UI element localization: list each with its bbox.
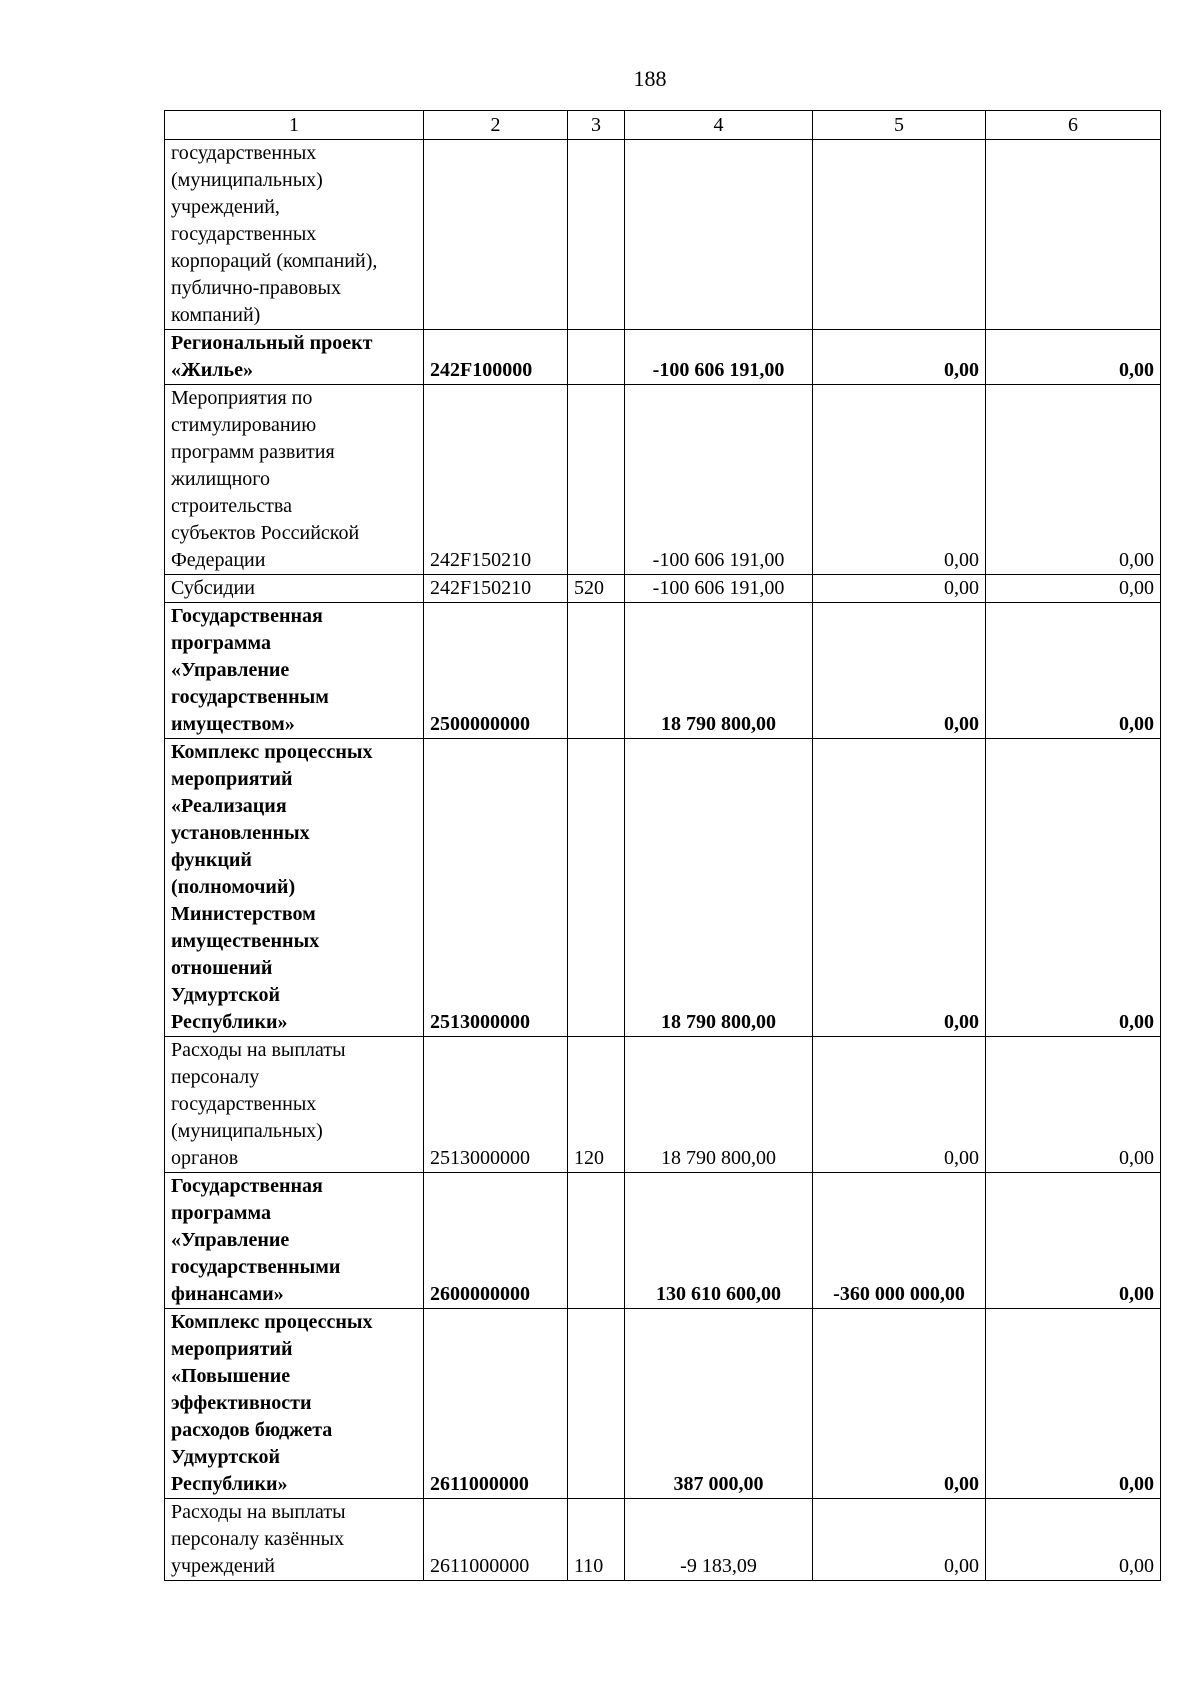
row-expense-type [568,1309,625,1499]
row-amount-6: 0,00 [986,330,1161,385]
row-amount-5 [813,140,986,330]
column-header-1: 1 [165,111,424,140]
row-amount-5: 0,00 [813,603,986,739]
row-code: 2611000000 [424,1309,568,1499]
row-amount-6: 0,00 [986,575,1161,603]
row-expense-type: 110 [568,1499,625,1581]
row-name: Субсидии [165,575,424,603]
table-row [165,1309,1161,1499]
row-amount-4: 387 000,00 [625,1309,813,1499]
row-name: государственных (муниципальных) учреждений, государственных корпораций (компаний), публично-правовых компаний) [165,140,424,330]
row-amount-6: 0,00 [986,1037,1161,1173]
row-code: 242F150210 [424,385,568,575]
row-amount-5: 0,00 [813,1499,986,1581]
row-name: Расходы на выплаты персоналу государственных (муниципальных) органов [165,1037,424,1173]
row-amount-6: 0,00 [986,739,1161,1037]
row-name: Комплекс процессных мероприятий «Повышение эффективности расходов бюджета Удмуртской Республики» [165,1309,424,1499]
row-expense-type: 120 [568,1037,625,1173]
row-amount-4: -9 183,09 [625,1499,813,1581]
page-number: 188 [633,66,667,91]
row-amount-4: 18 790 800,00 [625,603,813,739]
row-code: 242F150210 [424,575,568,603]
row-amount-6: 0,00 [986,385,1161,575]
row-code: 2611000000 [424,1499,568,1581]
row-amount-6: 0,00 [986,1309,1161,1499]
row-expense-type [568,140,625,330]
table-row [165,140,1161,330]
row-amount-6: 0,00 [986,1499,1161,1581]
row-expense-type [568,385,625,575]
row-code: 242F100000 [424,330,568,385]
row-amount-4: -100 606 191,00 [625,385,813,575]
column-header-6: 6 [986,111,1161,140]
row-amount-5: -360 000 000,00 [813,1173,986,1309]
table-row [165,1173,1161,1309]
row-name: Расходы на выплаты персоналу казённых учреждений [165,1499,424,1581]
column-header-5: 5 [813,111,986,140]
row-name: Государственная программа «Управление государственным имуществом» [165,603,424,739]
row-code: 2513000000 [424,1037,568,1173]
row-amount-5: 0,00 [813,1309,986,1499]
row-name: Государственная программа «Управление государственными финансами» [165,1173,424,1309]
row-amount-5: 0,00 [813,575,986,603]
row-amount-6: 0,00 [986,1173,1161,1309]
table-row [165,1037,1161,1173]
row-name: Комплекс процессных мероприятий «Реализация установленных функций (полномочий) Министерством имущественных отношений Удмуртской Республики» [165,739,424,1037]
row-amount-4: 130 610 600,00 [625,1173,813,1309]
row-expense-type [568,739,625,1037]
row-amount-4 [625,140,813,330]
row-amount-4: 18 790 800,00 [625,1037,813,1173]
table-row [165,575,1161,603]
row-code [424,140,568,330]
column-header-2: 2 [424,111,568,140]
row-amount-6 [986,140,1161,330]
row-code: 2513000000 [424,739,568,1037]
row-amount-5: 0,00 [813,385,986,575]
row-amount-5: 0,00 [813,739,986,1037]
table-row [165,1499,1161,1581]
table-row [165,739,1161,1037]
row-amount-5: 0,00 [813,330,986,385]
row-amount-4: -100 606 191,00 [625,330,813,385]
budget-table [164,110,1161,1581]
row-code: 2500000000 [424,603,568,739]
row-amount-4: -100 606 191,00 [625,575,813,603]
row-name: Мероприятия по стимулированию программ развития жилищного строительства субъектов Российской Федерации [165,385,424,575]
row-expense-type [568,603,625,739]
header-row [165,111,1161,140]
row-amount-6: 0,00 [986,603,1161,739]
row-expense-type: 520 [568,575,625,603]
row-expense-type [568,330,625,385]
table-row [165,603,1161,739]
table-body [165,140,1161,1581]
row-code: 2600000000 [424,1173,568,1309]
column-header-4: 4 [625,111,813,140]
row-expense-type [568,1173,625,1309]
row-amount-5: 0,00 [813,1037,986,1173]
table-row [165,385,1161,575]
row-name: Региональный проект «Жилье» [165,330,424,385]
table-row [165,330,1161,385]
column-header-3: 3 [568,111,625,140]
row-amount-4: 18 790 800,00 [625,739,813,1037]
